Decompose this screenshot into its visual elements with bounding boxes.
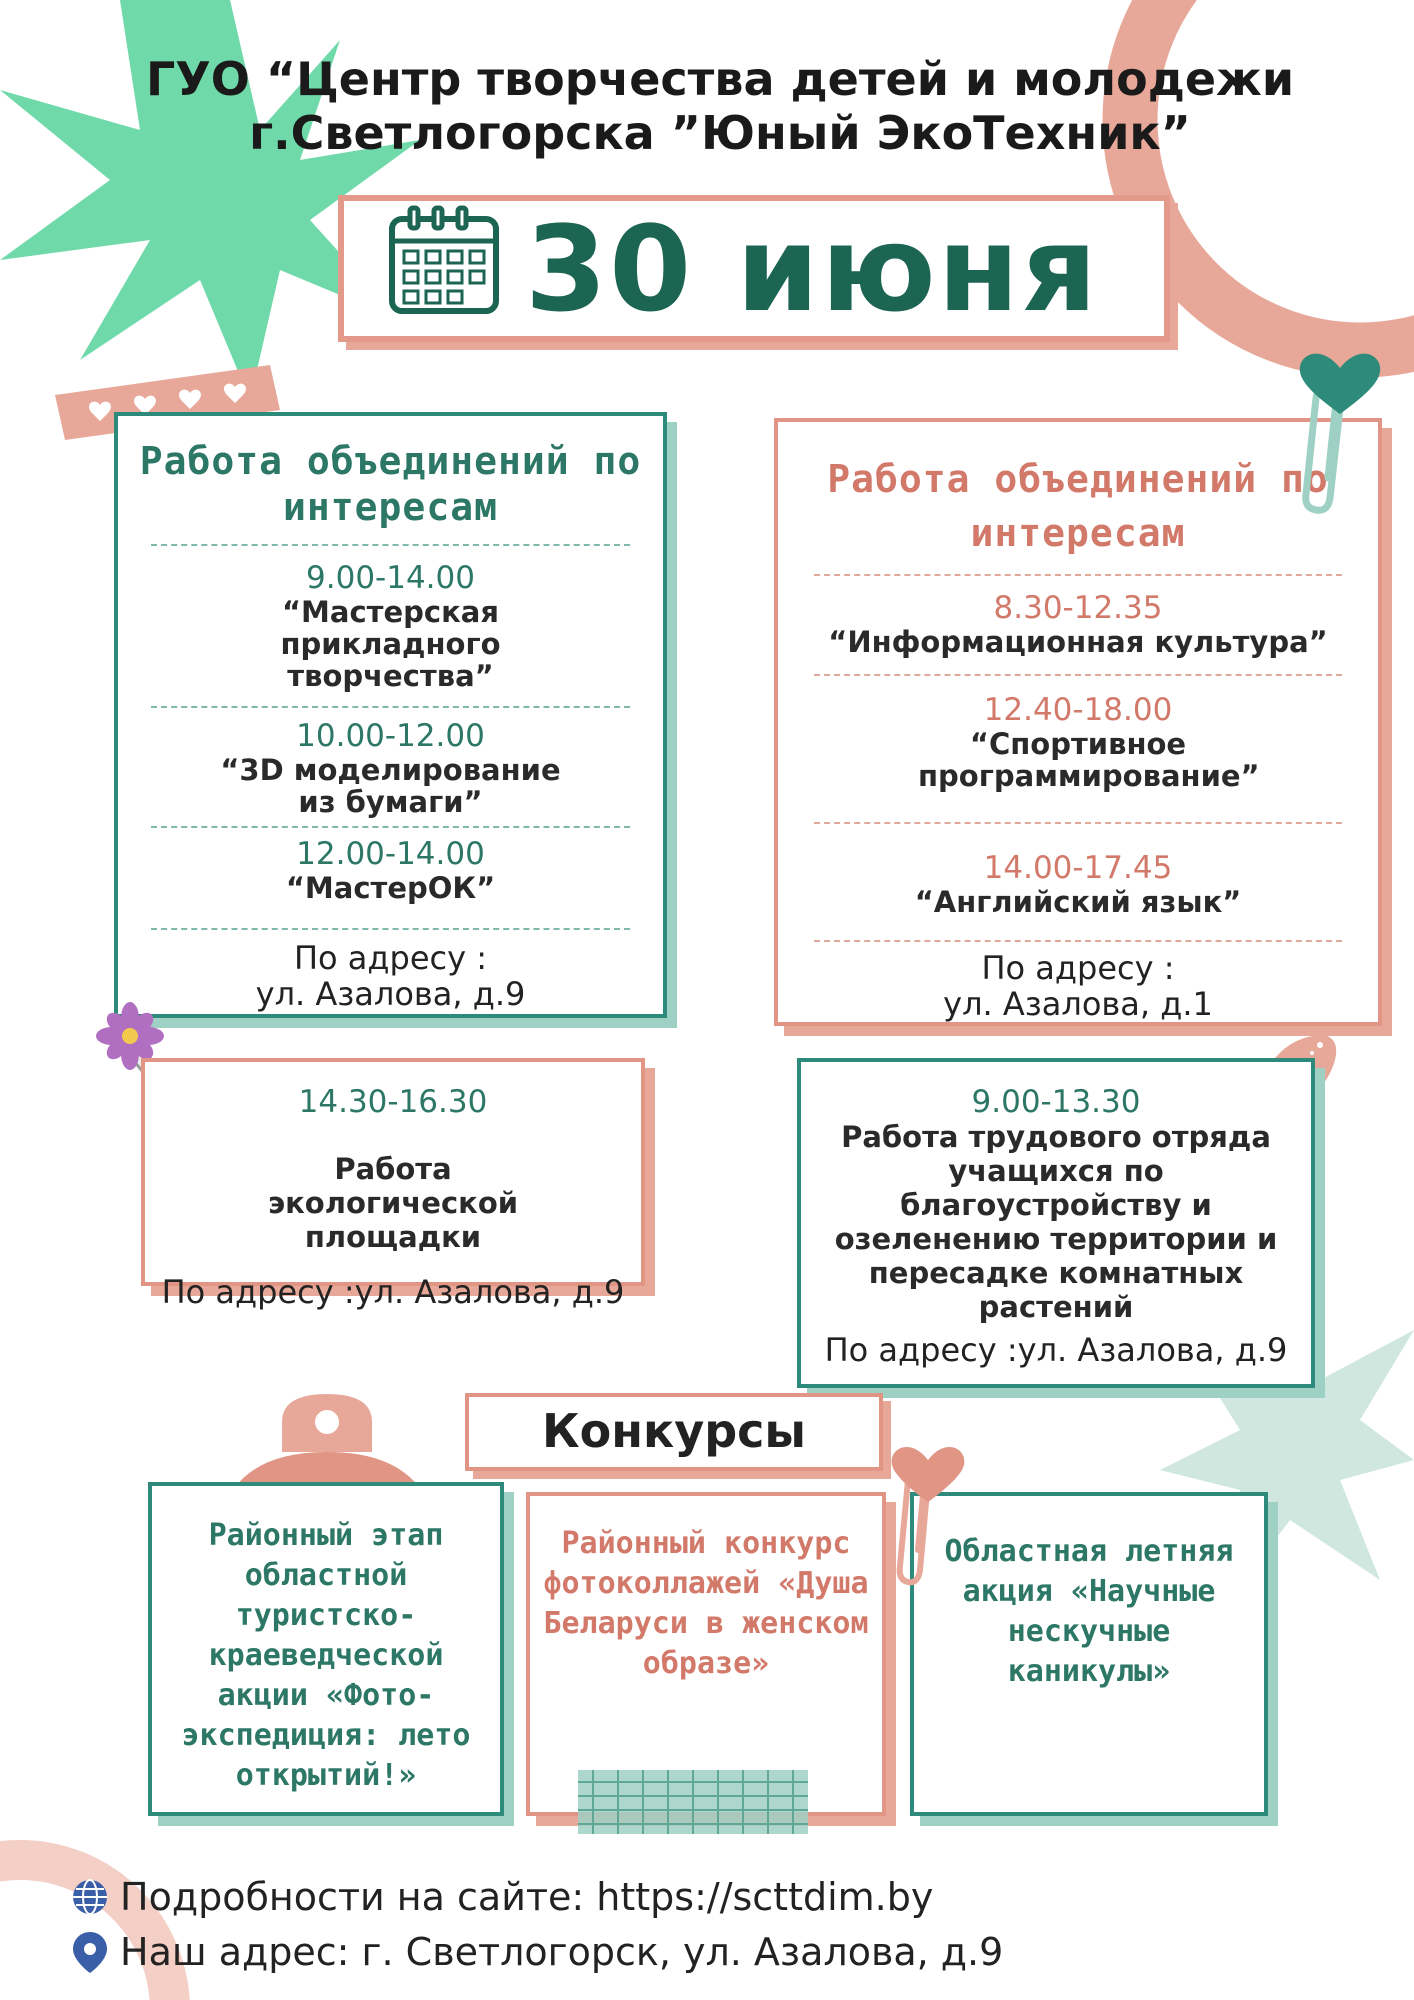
activity-name: “Английский язык”	[914, 885, 1242, 919]
plaid-tape-decoration	[578, 1770, 808, 1834]
card-right-title: Работа объединений по интересам	[827, 457, 1329, 555]
schedule-time: 12.40-18.00	[983, 692, 1173, 728]
address-label: По адресу :	[293, 939, 488, 977]
address-label: По адресу :	[981, 949, 1175, 987]
contests-heading: Конкурсы	[465, 1393, 883, 1471]
divider	[151, 706, 631, 708]
contest-card-photocollage	[526, 1492, 886, 1816]
divider	[151, 544, 631, 546]
footer-address	[70, 1930, 1003, 1974]
activity-name: “Спортивное программирование”	[918, 727, 1260, 793]
activity-name: “Информационная культура”	[828, 625, 1328, 659]
address-value: По адресу :ул. Азалова, д.9	[161, 1273, 625, 1311]
schedule-time: 9.00-14.00	[306, 560, 475, 596]
divider	[814, 822, 1342, 824]
event-date: 30 июня	[525, 200, 1099, 338]
activity-name: Работа трудового отряда учащихся по благоустройству и озеленению территории и пересадке комнатных растений	[834, 1120, 1278, 1324]
contest-name: Районный конкурс фотоколлажей «Душа Беларуси в женском образе»	[543, 1526, 869, 1681]
organization-title-line2: г.Светлогорска ”Юный ЭкоТехник”	[249, 106, 1191, 160]
footer-site	[70, 1875, 933, 1919]
footer-address-text: Наш адрес: г. Светлогорск, ул. Азалова, д.9	[120, 1930, 1004, 1974]
card-eco-site	[141, 1058, 645, 1311]
contest-name: Районный этап областной туристско-краеведческой акции «Фото-экспедиция: лето открытий!»	[181, 1518, 471, 1793]
divider	[151, 928, 631, 930]
card-labor-team	[797, 1058, 1315, 1388]
activity-name: “3D моделирование из бумаги”	[220, 753, 561, 819]
schedule-time: 9.00-13.30	[971, 1084, 1141, 1120]
address-value: ул. Азалова, д.9	[255, 975, 526, 1013]
divider	[814, 674, 1342, 676]
contest-card-photo-expedition	[148, 1482, 504, 1816]
calendar-icon	[388, 205, 506, 320]
schedule-time: 14.30-16.30	[298, 1084, 488, 1120]
address-value: По адресу :ул. Азалова, д.9	[824, 1331, 1288, 1369]
schedule-time: 12.00-14.00	[296, 836, 485, 872]
heart-paperclip-icon	[888, 1420, 968, 1590]
divider	[814, 574, 1342, 576]
divider	[814, 940, 1342, 942]
activity-name: “Мастерская прикладного творчества”	[280, 595, 501, 693]
address-value: ул. Азалова, д.1	[943, 985, 1213, 1023]
heart-paperclip-icon	[1290, 328, 1390, 518]
schedule-time: 14.00-17.45	[983, 850, 1173, 886]
contest-name: Областная летняя акция «Научные нескучные каникулы»	[944, 1534, 1234, 1689]
globe-icon	[70, 1877, 110, 1917]
activity-name: Работа экологической площадки	[267, 1152, 519, 1254]
card-left-title: Работа объединений по интересам	[139, 439, 642, 529]
divider	[151, 826, 631, 828]
schedule-time: 8.30-12.35	[993, 590, 1163, 626]
organization-title	[120, 52, 1320, 160]
footer-site-text: Подробности на сайте: https://scttdim.by	[120, 1875, 934, 1919]
organization-title-line1: ГУО “Центр творчества детей и молодежи	[145, 52, 1295, 106]
activity-name: “МастерОК”	[285, 871, 496, 905]
card-interest-groups-left	[114, 412, 667, 1018]
location-pin-icon	[70, 1930, 110, 1974]
schedule-time: 10.00-12.00	[296, 718, 485, 754]
